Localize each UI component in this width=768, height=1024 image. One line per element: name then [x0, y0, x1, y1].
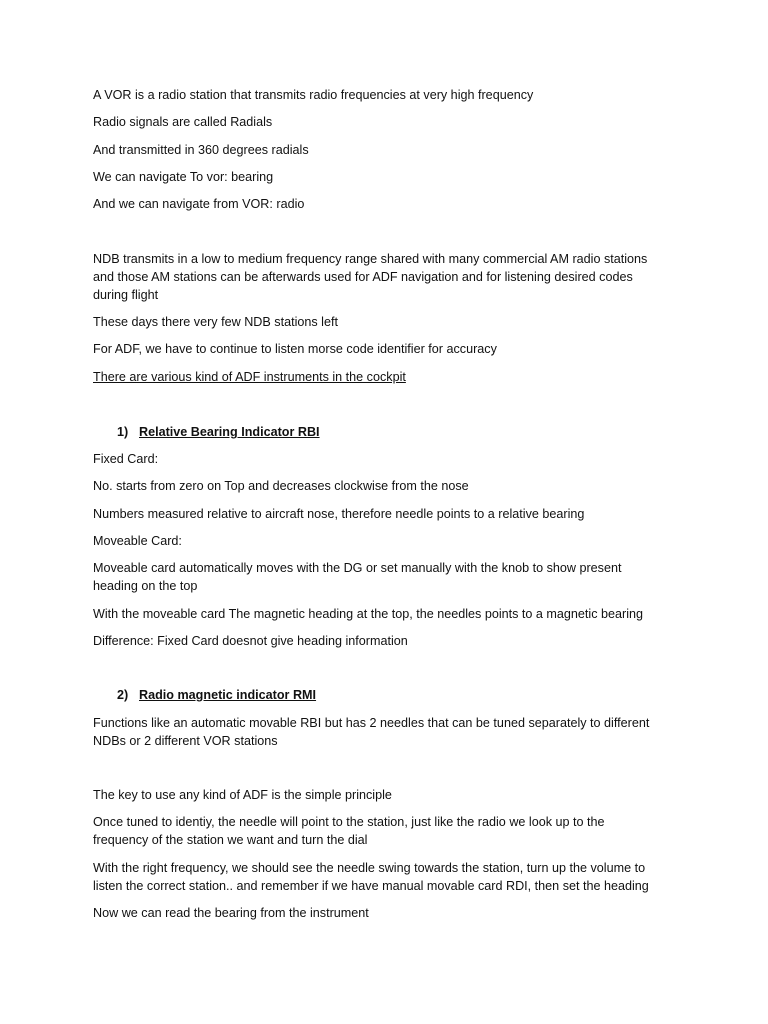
text-line: frequency of the station we want and turn the dial — [93, 833, 368, 847]
section-number: 2) — [117, 688, 129, 702]
text-line: Functions like an automatic movable RBI but has 2 needles that can be tuned separately to different — [93, 716, 650, 730]
text-line: Moveable card automatically moves with the DG or set manually with the knob to show present — [93, 561, 622, 575]
text-line: With the right frequency, we should see the needle swing towards the station, turn up the volume to — [93, 861, 646, 875]
text-line: A VOR is a radio station that transmits radio frequencies at very high frequency — [93, 88, 534, 102]
section-heading: Radio magnetic indicator RMI — [139, 688, 317, 702]
text-line: Numbers measured relative to aircraft nose, therefore needle points to a relative bearing — [93, 507, 585, 521]
text-line: We can navigate To vor: bearing — [93, 170, 274, 184]
section-heading: Relative Bearing Indicator RBI — [139, 425, 320, 439]
text-line: And transmitted in 360 degrees radials — [93, 143, 309, 157]
text-line: NDB transmits in a low to medium frequency range shared with many commercial AM radio stations — [93, 252, 648, 266]
text-line: The key to use any kind of ADF is the simple principle — [93, 788, 392, 802]
text-line: For ADF, we have to continue to listen morse code identifier for accuracy — [93, 342, 497, 356]
text-line: These days there very few NDB stations left — [93, 315, 338, 329]
text-line: and those AM stations can be afterwards used for ADF navigation and for listening desired codes — [93, 270, 633, 284]
text-line: Fixed Card: — [93, 452, 159, 466]
text-line: NDBs or 2 different VOR stations — [93, 734, 278, 748]
text-line: heading on the top — [93, 579, 198, 593]
text-line: Once tuned to identiy, the needle will point to the station, just like the radio we look up to the — [93, 815, 605, 829]
text-line: With the moveable card The magnetic heading at the top, the needles points to a magnetic bearing — [93, 607, 644, 621]
text-line: Difference: Fixed Card doesnot give heading information — [93, 634, 408, 648]
text-line: during flight — [93, 288, 159, 302]
text-line: Now we can read the bearing from the instrument — [93, 906, 369, 920]
text-line: Radio signals are called Radials — [93, 115, 273, 129]
text-line: listen the correct station.. and remember if we have manual movable card RDI, then set the heading — [93, 879, 649, 893]
text-line: And we can navigate from VOR: radio — [93, 197, 305, 211]
underlined-line: There are various kind of ADF instruments in the cockpit — [93, 370, 406, 384]
text-line: No. starts from zero on Top and decreases clockwise from the nose — [93, 479, 469, 493]
text-line: Moveable Card: — [93, 534, 182, 548]
section-number: 1) — [117, 425, 129, 439]
